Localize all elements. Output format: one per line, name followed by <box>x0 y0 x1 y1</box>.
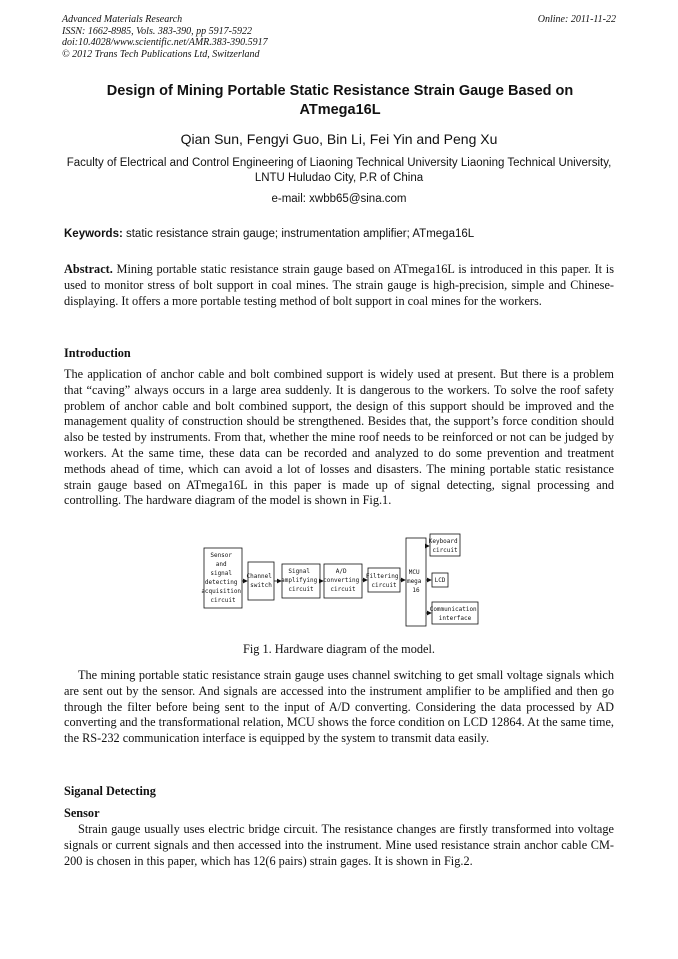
block-ad-converter <box>323 564 363 598</box>
doi-line[interactable]: doi:10.4028/www.scientific.net/AMR.383-390.5917 <box>62 37 268 48</box>
block-lcd-label: LCD <box>434 577 446 584</box>
block-mcu-label: MCU mega 16 <box>406 569 422 594</box>
introduction-text: The application of anchor cable and bolt combined support is widely used at present. But there is a problem that “caving” always occurs in a large area suddenly. It is dangerous to the workers. To solve the roof safety problem of anchor cable and bolt combined support, the design of this support should be improved and the management quality of construction should be strengthened. Besides that, the support’s force condition should also be tested by instruments. From that, whether the mine roof needs to be reinforced or not can be judged by workers. At the same time, these data can be recorded and analyzed to do some prevention and treatment methods ahead of time, which can avoid a lot of losses and disasters. The mining portable static resistance strain gauge based on ATmega16L in this paper is made up of signal detecting, signal processing and controlling. The hardware diagram of the model is shown in Fig.1. <box>64 367 614 508</box>
block-signal-amplifier <box>281 564 321 598</box>
block-channel-switch <box>247 562 276 600</box>
abstract <box>64 262 614 309</box>
block-signal-amplifier-label: Signal amplifying circuit <box>281 568 318 593</box>
keywords-text: static resistance strain gauge; instrumentation amplifier; ATmega16L <box>122 228 475 240</box>
hardware-diagram-svg <box>196 532 486 632</box>
block-communication-label: Communication interface <box>429 606 477 622</box>
block-lcd <box>432 573 448 587</box>
author-list: Qian Sun, Fengyi Guo, Bin Li, Fei Yin and Peng Xu <box>180 131 498 147</box>
sensor-subheading: Sensor <box>64 806 100 820</box>
block-filter <box>366 568 402 592</box>
block-sensor-label: Sensor and signal detecting acquisition circuit <box>201 552 242 604</box>
block-channel-switch-label: Channel switch <box>246 573 272 589</box>
block-keyboard <box>429 534 462 556</box>
journal-header <box>62 14 616 60</box>
block-communication <box>430 602 481 624</box>
paper-title: Design of Mining Portable Static Resistance Strain Gauge Based on ATmega16L <box>106 83 574 118</box>
copyright-line: © 2012 Trans Tech Publications Ltd, Switzerland <box>62 48 260 60</box>
block-ad-converter-label: A/D converting circuit <box>323 568 360 593</box>
issn-line: ISSN: 1662-8985, Vols. 383-390, pp 5917-5922 <box>62 25 252 37</box>
figure-1-caption: Fig 1. Hardware diagram of the model. <box>243 642 435 656</box>
hardware-diagram <box>196 532 486 632</box>
body-paragraph-2: The mining portable static resistance strain gauge uses channel switching to get small voltage signals which are sent out by the sensor. And signals are accessed into the instrument amplifier to be amplified and then go through the filter before being sent to the input of A/D converting. Considering the data processed by AD converting and the transformational relation, MCU shows the force condition on LCD 12864. At the same time, the RS-232 communication interface is equipped by the system to transmit data easily. <box>64 668 614 746</box>
abstract-text: Mining portable static resistance strain gauge based on ATmega16L is introduced in this paper. It is used to monitor stress of bolt support in coal mines. The strain gauge is high-precision, simple and Chinese-displaying. It offers a more portable testing method of bolt support in coal mines for the workers. <box>64 262 614 308</box>
introduction-heading: Introduction <box>64 346 131 360</box>
abstract-label: Abstract. <box>64 262 113 276</box>
block-sensor <box>201 548 244 608</box>
contact-email[interactable]: e-mail: xwbb65@sina.com <box>271 193 407 205</box>
affiliation: Faculty of Electrical and Control Engineering of Liaoning Technical University Liaoning Technical University, LNTU Huludao City, P.R of China <box>66 157 612 184</box>
block-mcu <box>406 538 426 626</box>
block-keyboard-label: Keyboard circuit <box>428 538 458 554</box>
keywords <box>64 228 616 240</box>
journal-name: Advanced Materials Research <box>62 14 183 25</box>
keywords-label: Keywords: <box>64 228 123 240</box>
sensor-text: Strain gauge usually uses electric bridge circuit. The resistance changes are firstly transformed into voltage signals or current signals and then accessed into the instrument. Mine used resistance strain anchor cable CM-200 is chosen in this paper, which has 12(6 pairs) strain gages. It is shown in Fig.2. <box>64 822 614 868</box>
block-filter-label: Filtering circuit <box>365 573 399 589</box>
signal-detecting-heading: Siganal Detecting <box>64 784 156 798</box>
online-date: Online: 2011-11-22 <box>537 14 616 25</box>
